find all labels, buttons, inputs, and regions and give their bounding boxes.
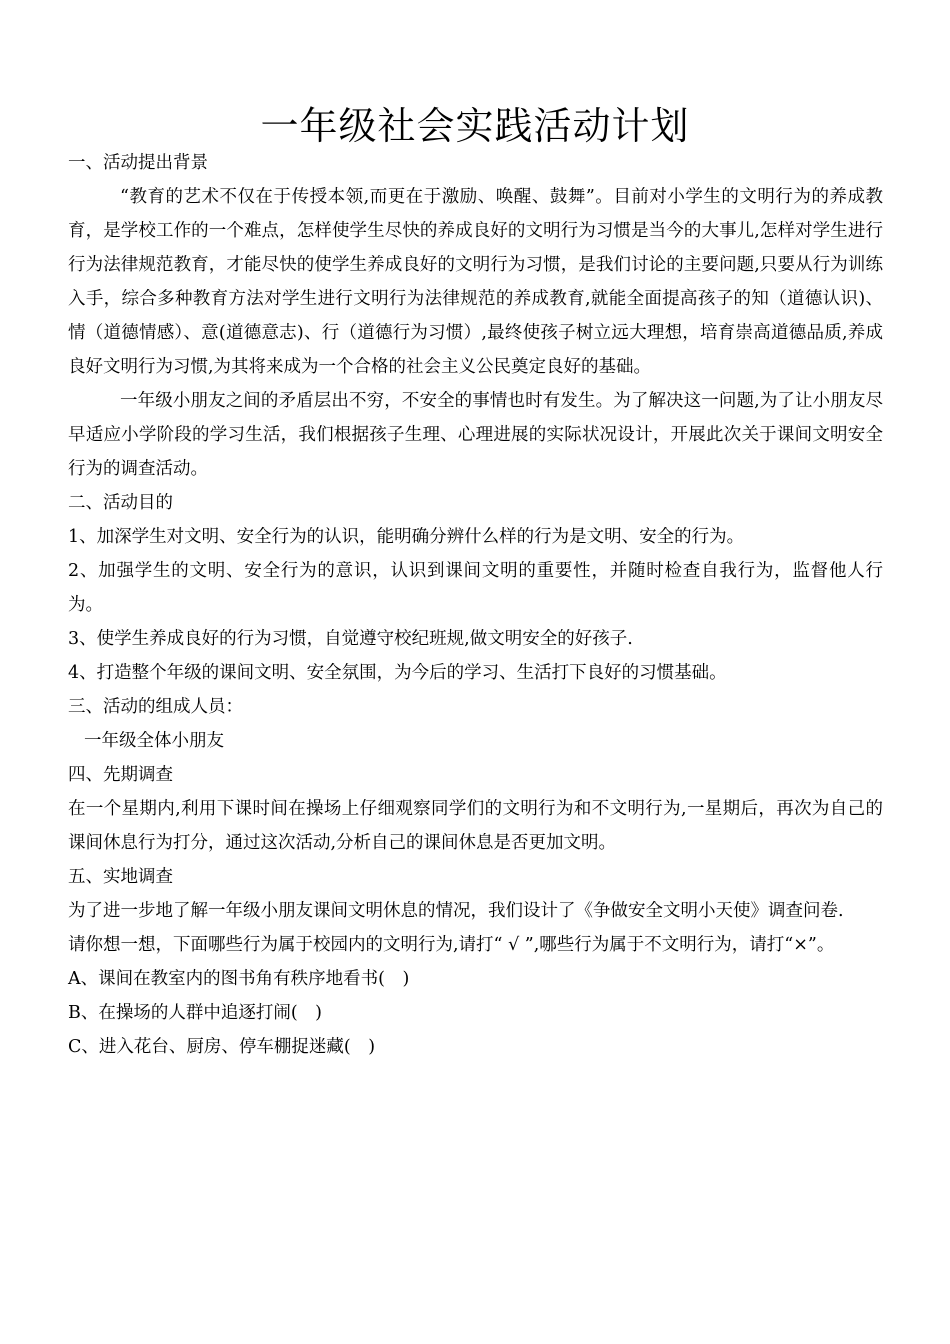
survey-option-c: C、进入花台、厨房、停车棚捉迷藏( ) bbox=[68, 1037, 376, 1057]
purpose-item-3: 3、使学生养成良好的行为习惯，自觉遵守校纪班规,做文明安全的好孩子. bbox=[68, 629, 633, 649]
members-text: 一年级全体小朋友 bbox=[84, 731, 224, 751]
page-title: 一年级社会实践活动计划 bbox=[260, 104, 690, 148]
field-survey-text-1: 为了进一步地了解一年级小朋友课间文明休息的情况，我们设计了《争做安全文明小天使》调查问卷. bbox=[68, 901, 844, 921]
section-heading-preliminary-survey: 四、先期调查 bbox=[68, 765, 173, 785]
preliminary-survey-text: 在一个星期内,利用下课时间在操场上仔细观察同学们的文明行为和不文明行为,一星期后，再次为自己的课间休息行为打分，通过这次活动,分析自己的课间休息是否更加文明。 bbox=[68, 799, 883, 853]
section-heading-purpose: 二、活动目的 bbox=[68, 493, 173, 513]
section-heading-field-survey: 五、实地调查 bbox=[68, 867, 173, 887]
purpose-item-2: 2、加强学生的文明、安全行为的意识，认识到课间文明的重要性，并随时检查自我行为，监督他人行为。 bbox=[68, 561, 883, 615]
background-paragraph-2: 一年级小朋友之间的矛盾层出不穷，不安全的事情也时有发生。为了解决这一问题,为了让小朋友尽早适应小学阶段的学习生活，我们根据孩子生理、心理进展的实际状况设计，开展此次关于课间文明安全行为的调查活动。 bbox=[68, 391, 883, 479]
document-body bbox=[68, 146, 883, 1064]
purpose-item-4: 4、打造整个年级的课间文明、安全氛围，为今后的学习、生活打下良好的习惯基础。 bbox=[68, 663, 727, 683]
survey-option-a: A、课间在教室内的图书角有秩序地看书( ) bbox=[68, 969, 410, 989]
section-heading-members: 三、活动的组成人员： bbox=[68, 697, 243, 717]
purpose-item-1: 1、加深学生对文明、安全行为的认识，能明确分辨什么样的行为是文明、安全的行为。 bbox=[68, 527, 745, 547]
section-heading-background: 一、活动提出背景 bbox=[68, 153, 208, 173]
field-survey-text-2: 请你想一想，下面哪些行为属于校园内的文明行为,请打“ √ ”,哪些行为属于不文明行为，请打“×”。 bbox=[68, 935, 835, 955]
background-paragraph-1: “教育的艺术不仅在于传授本领,而更在于激励、唤醒、鼓舞”。目前对小学生的文明行为的养成教育，是学校工作的一个难点，怎样使学生尽快的养成良好的文明行为习惯是当今的大事儿,怎样对学生进行行为法律规范教育，才能尽快的使学生养成良好的文明行为习惯，是我们讨论的主要问题,只要从行为训练入手，综合多种教育方法对学生进行文明行为法律规范的养成教育,就能全面提高孩子的知（道德认识)、情（道德情感）、意(道德意志)、行（道德行为习惯）,最终使孩子树立远大理想，培育崇高道德品质,养成良好文明行为习惯,为其将来成为一个合格的社会主义公民奠定良好的基础。 bbox=[68, 187, 883, 377]
survey-option-b: B、在操场的人群中追逐打闹( ) bbox=[68, 1003, 323, 1023]
